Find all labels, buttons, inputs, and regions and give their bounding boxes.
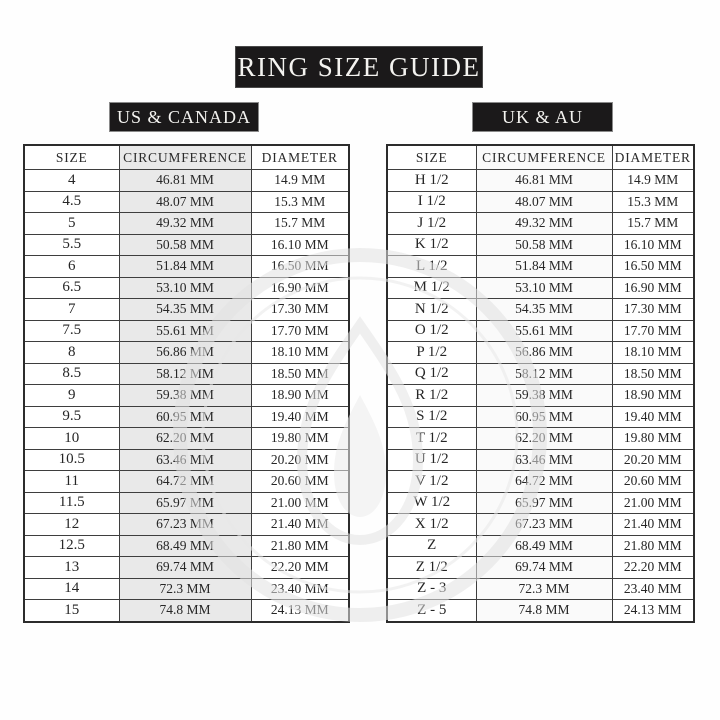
table-row: [24, 299, 349, 321]
table-row: [387, 535, 694, 557]
table-row: [387, 256, 694, 278]
table-row: [24, 256, 349, 278]
column-header-diameter: DIAMETER: [612, 145, 694, 170]
table-row: [24, 514, 349, 536]
diameter-cell: 21.40 MM: [251, 514, 349, 536]
table-row: [387, 578, 694, 600]
table-row: [387, 385, 694, 407]
circumference-cell: 74.8 MM: [119, 600, 251, 622]
table-row: [387, 406, 694, 428]
diameter-cell: 18.10 MM: [612, 342, 694, 364]
diameter-cell: 19.80 MM: [612, 428, 694, 450]
size-cell: K 1/2: [387, 234, 476, 256]
circumference-cell: 58.12 MM: [476, 363, 612, 385]
table-row: [387, 428, 694, 450]
table-row: [24, 600, 349, 622]
table-row: [387, 449, 694, 471]
circumference-cell: 54.35 MM: [119, 299, 251, 321]
table-row: [24, 320, 349, 342]
table-row: [24, 191, 349, 213]
diameter-cell: 21.00 MM: [612, 492, 694, 514]
circumference-cell: 58.12 MM: [119, 363, 251, 385]
table-row: [24, 428, 349, 450]
size-cell: 7.5: [24, 320, 119, 342]
size-cell: 9: [24, 385, 119, 407]
table-row: [387, 213, 694, 235]
diameter-cell: 22.20 MM: [612, 557, 694, 579]
size-cell: P 1/2: [387, 342, 476, 364]
us-canada-table: [23, 144, 350, 623]
size-cell: I 1/2: [387, 191, 476, 213]
table-row: [387, 492, 694, 514]
size-cell: 13: [24, 557, 119, 579]
table-row: [24, 363, 349, 385]
size-cell: U 1/2: [387, 449, 476, 471]
circumference-cell: 50.58 MM: [476, 234, 612, 256]
circumference-cell: 50.58 MM: [119, 234, 251, 256]
table-row: [24, 557, 349, 579]
size-cell: 14: [24, 578, 119, 600]
diameter-cell: 16.90 MM: [251, 277, 349, 299]
size-cell: 12: [24, 514, 119, 536]
size-cell: 4.5: [24, 191, 119, 213]
circumference-cell: 60.95 MM: [119, 406, 251, 428]
diameter-cell: 20.60 MM: [612, 471, 694, 493]
diameter-cell: 21.00 MM: [251, 492, 349, 514]
diameter-cell: 19.40 MM: [612, 406, 694, 428]
size-cell: L 1/2: [387, 256, 476, 278]
size-cell: 11.5: [24, 492, 119, 514]
circumference-cell: 59.38 MM: [119, 385, 251, 407]
circumference-cell: 51.84 MM: [476, 256, 612, 278]
circumference-cell: 55.61 MM: [476, 320, 612, 342]
size-cell: W 1/2: [387, 492, 476, 514]
region-label-us-canada: US & CANADA: [110, 103, 258, 131]
circumference-cell: 67.23 MM: [119, 514, 251, 536]
size-cell: O 1/2: [387, 320, 476, 342]
diameter-cell: 17.30 MM: [612, 299, 694, 321]
table-row: [387, 320, 694, 342]
column-header-circumference: CIRCUMFERENCE: [119, 145, 251, 170]
circumference-cell: 64.72 MM: [119, 471, 251, 493]
circumference-cell: 62.20 MM: [119, 428, 251, 450]
diameter-cell: 24.13 MM: [612, 600, 694, 622]
diameter-cell: 18.90 MM: [251, 385, 349, 407]
diameter-cell: 20.60 MM: [251, 471, 349, 493]
table-header-row: [24, 145, 349, 170]
table-row: [24, 385, 349, 407]
table-row: [24, 406, 349, 428]
circumference-cell: 51.84 MM: [119, 256, 251, 278]
circumference-cell: 46.81 MM: [476, 170, 612, 192]
size-cell: Z 1/2: [387, 557, 476, 579]
diameter-cell: 21.40 MM: [612, 514, 694, 536]
diameter-cell: 18.90 MM: [612, 385, 694, 407]
circumference-cell: 49.32 MM: [476, 213, 612, 235]
column-header-circumference: CIRCUMFERENCE: [476, 145, 612, 170]
circumference-cell: 64.72 MM: [476, 471, 612, 493]
diameter-cell: 16.90 MM: [612, 277, 694, 299]
size-cell: 12.5: [24, 535, 119, 557]
size-cell: 6: [24, 256, 119, 278]
diameter-cell: 15.3 MM: [251, 191, 349, 213]
table-row: [387, 600, 694, 622]
region-label-uk-au: UK & AU: [473, 103, 612, 131]
diameter-cell: 18.10 MM: [251, 342, 349, 364]
circumference-cell: 48.07 MM: [476, 191, 612, 213]
diameter-cell: 16.10 MM: [251, 234, 349, 256]
table-row: [387, 363, 694, 385]
circumference-cell: 54.35 MM: [476, 299, 612, 321]
table-row: [387, 557, 694, 579]
table-row: [387, 277, 694, 299]
size-cell: Z: [387, 535, 476, 557]
column-header-size: SIZE: [387, 145, 476, 170]
diameter-cell: 21.80 MM: [251, 535, 349, 557]
column-header-diameter: DIAMETER: [251, 145, 349, 170]
diameter-cell: 15.7 MM: [612, 213, 694, 235]
circumference-cell: 49.32 MM: [119, 213, 251, 235]
table-row: [24, 234, 349, 256]
size-cell: 8: [24, 342, 119, 364]
size-cell: 10.5: [24, 449, 119, 471]
diameter-cell: 16.50 MM: [251, 256, 349, 278]
table-row: [24, 277, 349, 299]
table-row: [387, 514, 694, 536]
circumference-cell: 56.86 MM: [476, 342, 612, 364]
circumference-cell: 53.10 MM: [476, 277, 612, 299]
table-row: [387, 170, 694, 192]
table-row: [387, 191, 694, 213]
diameter-cell: 19.80 MM: [251, 428, 349, 450]
circumference-cell: 60.95 MM: [476, 406, 612, 428]
size-cell: 8.5: [24, 363, 119, 385]
size-cell: Z - 5: [387, 600, 476, 622]
size-cell: N 1/2: [387, 299, 476, 321]
diameter-cell: 15.7 MM: [251, 213, 349, 235]
size-cell: Q 1/2: [387, 363, 476, 385]
table-row: [24, 213, 349, 235]
table-row: [24, 471, 349, 493]
diameter-cell: 16.50 MM: [612, 256, 694, 278]
size-cell: V 1/2: [387, 471, 476, 493]
circumference-cell: 48.07 MM: [119, 191, 251, 213]
size-cell: R 1/2: [387, 385, 476, 407]
diameter-cell: 15.3 MM: [612, 191, 694, 213]
table-row: [387, 471, 694, 493]
table-row: [387, 342, 694, 364]
uk-au-table: [386, 144, 695, 623]
diameter-cell: 24.13 MM: [251, 600, 349, 622]
circumference-cell: 63.46 MM: [476, 449, 612, 471]
diameter-cell: 23.40 MM: [251, 578, 349, 600]
diameter-cell: 14.9 MM: [251, 170, 349, 192]
diameter-cell: 23.40 MM: [612, 578, 694, 600]
size-cell: H 1/2: [387, 170, 476, 192]
table-row: [24, 578, 349, 600]
diameter-cell: 17.70 MM: [612, 320, 694, 342]
page-title: RING SIZE GUIDE: [236, 47, 482, 87]
circumference-cell: 74.8 MM: [476, 600, 612, 622]
table-row: [24, 449, 349, 471]
size-cell: 4: [24, 170, 119, 192]
size-cell: S 1/2: [387, 406, 476, 428]
diameter-cell: 16.10 MM: [612, 234, 694, 256]
size-cell: 9.5: [24, 406, 119, 428]
size-cell: Z - 3: [387, 578, 476, 600]
circumference-cell: 72.3 MM: [476, 578, 612, 600]
circumference-cell: 69.74 MM: [119, 557, 251, 579]
circumference-cell: 59.38 MM: [476, 385, 612, 407]
circumference-cell: 46.81 MM: [119, 170, 251, 192]
size-cell: M 1/2: [387, 277, 476, 299]
diameter-cell: 14.9 MM: [612, 170, 694, 192]
size-cell: 6.5: [24, 277, 119, 299]
diameter-cell: 19.40 MM: [251, 406, 349, 428]
circumference-cell: 65.97 MM: [476, 492, 612, 514]
size-cell: T 1/2: [387, 428, 476, 450]
circumference-cell: 72.3 MM: [119, 578, 251, 600]
circumference-cell: 56.86 MM: [119, 342, 251, 364]
circumference-cell: 55.61 MM: [119, 320, 251, 342]
size-cell: J 1/2: [387, 213, 476, 235]
circumference-cell: 53.10 MM: [119, 277, 251, 299]
size-cell: 5: [24, 213, 119, 235]
circumference-cell: 65.97 MM: [119, 492, 251, 514]
diameter-cell: 18.50 MM: [251, 363, 349, 385]
diameter-cell: 22.20 MM: [251, 557, 349, 579]
diameter-cell: 21.80 MM: [612, 535, 694, 557]
circumference-cell: 63.46 MM: [119, 449, 251, 471]
circumference-cell: 62.20 MM: [476, 428, 612, 450]
table-row: [24, 170, 349, 192]
size-cell: 15: [24, 600, 119, 622]
size-cell: X 1/2: [387, 514, 476, 536]
size-cell: 5.5: [24, 234, 119, 256]
table-row: [24, 342, 349, 364]
table-header-row: [387, 145, 694, 170]
column-header-size: SIZE: [24, 145, 119, 170]
diameter-cell: 20.20 MM: [612, 449, 694, 471]
table-row: [387, 299, 694, 321]
table-row: [24, 535, 349, 557]
diameter-cell: 17.30 MM: [251, 299, 349, 321]
table-row: [24, 492, 349, 514]
size-cell: 10: [24, 428, 119, 450]
circumference-cell: 68.49 MM: [476, 535, 612, 557]
circumference-cell: 69.74 MM: [476, 557, 612, 579]
circumference-cell: 68.49 MM: [119, 535, 251, 557]
diameter-cell: 17.70 MM: [251, 320, 349, 342]
diameter-cell: 18.50 MM: [612, 363, 694, 385]
circumference-cell: 67.23 MM: [476, 514, 612, 536]
size-cell: 7: [24, 299, 119, 321]
size-cell: 11: [24, 471, 119, 493]
table-row: [387, 234, 694, 256]
diameter-cell: 20.20 MM: [251, 449, 349, 471]
